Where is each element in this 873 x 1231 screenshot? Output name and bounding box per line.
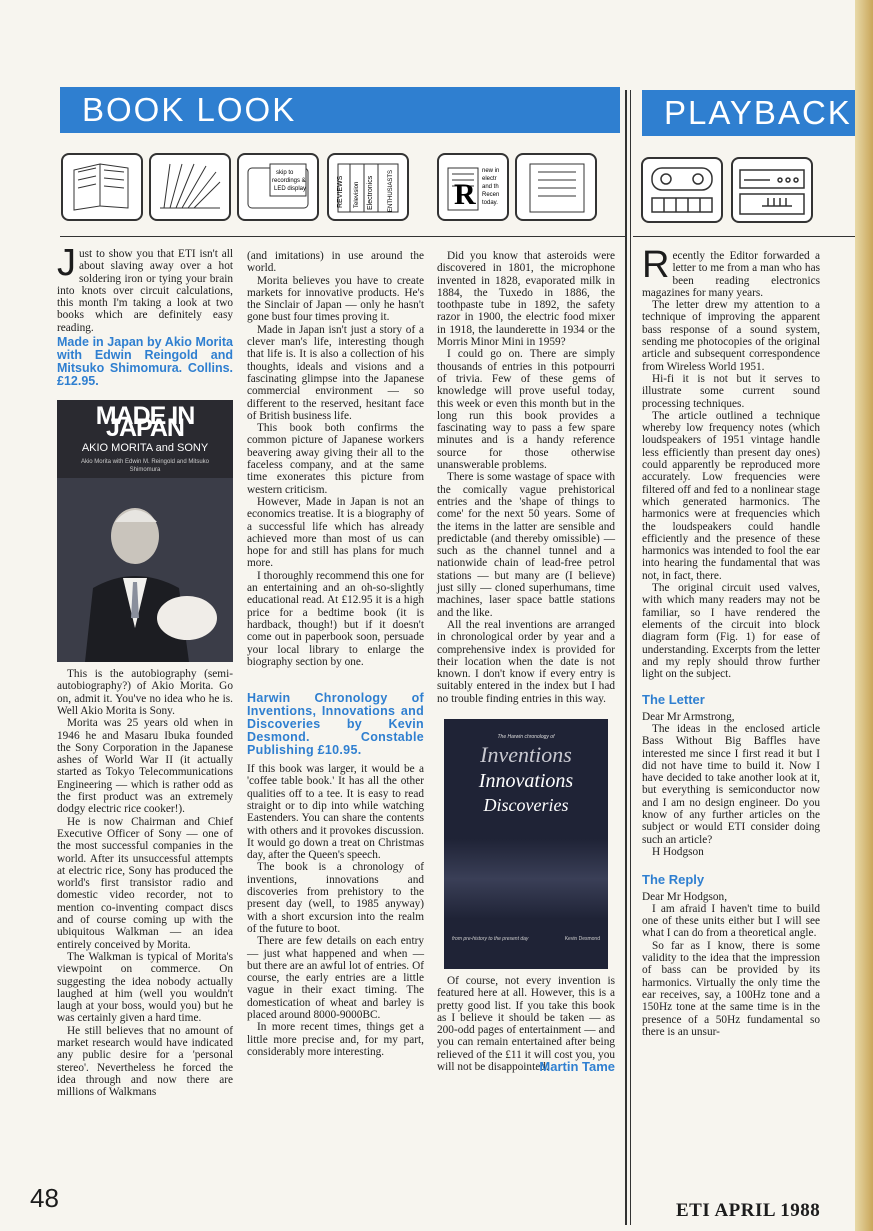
paragraph: The book is a chronology of inventions, innovations and discoveries from prehistory to the present day (well, to 1985 anyway) with a short excursion into the realm of the future to boot. — [247, 861, 424, 935]
paragraph: The letter drew my attention to a technique of improving the apparent bass response of a sound system, sending me photocopies of the original article and subsequent correspondence from Wireless World 1951. — [642, 299, 820, 373]
paragraph: He still believes that no amount of market research would have indicated any public desire for a 'personal stereo'. Nevertheless he forced the idea through and now there are millions of Walkmans — [57, 1024, 233, 1099]
svg-text:recordings &: recordings & — [272, 178, 306, 184]
playback-icon-strip — [640, 150, 855, 228]
cover-portrait — [57, 478, 233, 662]
svg-text:and th: and th — [482, 184, 499, 190]
cover-title: MADE IN JAPAN — [95, 402, 195, 443]
paragraph: If this book was larger, it would be a 'coffee table book.' It has all the other qualities off to a tee. It is easy to read straight or to dip into while watching Eastenders. You can share the contents with others and it provokes discussion. It would go down a treat on Christmas day, after the Queen's speech. — [247, 763, 424, 862]
reply-paragraph: I am afraid I haven't time to build one of these units either but I will see what I can do from a theoretical angle. — [642, 902, 820, 940]
column-1 — [57, 242, 233, 1099]
paragraph: (and imitations) in use around the world. — [247, 250, 424, 275]
svg-text:Television: Television — [354, 181, 360, 208]
letter-sign: H Hodgson — [652, 845, 704, 858]
paragraph: However, Made in Japan is not an economics treatise. It is a biography of a successful life which has already achieved more than most of us can hope for and still has plans for much more. — [247, 495, 424, 570]
icon-strip — [60, 150, 625, 228]
svg-text:ENTHUSIASTS: ENTHUSIASTS — [388, 169, 394, 212]
svg-text:LED display: LED display — [274, 186, 307, 192]
letter-body: The ideas in the enclosed article Bass Without Big Baffles have interested me since I first read it but I did not have time to build it. Now I have decided to take another look at it, but everything is semiconductor now and I am no design engineer. Do you know of any further articles on the subject or would ETI consider doing such an article? — [642, 722, 820, 846]
cover-credit: Akio Morita with Edwin M. Reingold and Mitsuko Shimomura — [80, 459, 210, 474]
paragraph: There are few details on each entry — just what happened and when — but there are an awful lot of entries. Of course, the early entries are a little vague in their exact timing. The domestication of wheat and barley is placed around 8000-9000BC. — [247, 935, 424, 1022]
paragraph: All the real inventions are arranged in chronological order by year and a comprehensive index is provided for their location when the date is not known. I don't know if every entry is suitably entered in the index but I had no trouble finding entries in this way. — [437, 618, 615, 705]
cover-footer-left: from pre-history to the present day — [452, 935, 529, 942]
playback-icons — [640, 150, 855, 228]
reply-paragraph: So far as I know, there is some validity to the idea that the impression of bass can be provided by its harmonics. Virtually the only time the ear receives, say, a 100Hz tone and a 150Hz tone at the same time is in the presence of a 50Hz fundamental so there is an unsur- — [642, 939, 820, 1038]
header-rule — [633, 236, 855, 237]
book2-heading: Harwin Chronology of Inventions, Innovations and Discoveries by Kevin Desmond. Constable Publishing £10.95. — [247, 691, 424, 758]
drop-cap: R — [642, 244, 670, 286]
cover-title-3: Discoveries — [483, 794, 569, 815]
paragraph: In more recent times, things get a little more precise and, for my part, considerably more interesting. — [247, 1021, 424, 1058]
column-divider — [625, 90, 627, 1225]
cover-title-1: Inventions — [480, 741, 572, 767]
letter-heading: The Letter — [642, 692, 705, 708]
svg-text:R: R — [454, 178, 476, 211]
book-cover-made-in-japan — [57, 400, 233, 662]
paragraph: This book both confirms the common picture of Japanese workers beavering away giving their all to the faceless company, and at the same time exonerates this picture from western criticism. — [247, 422, 424, 496]
paragraph: I thoroughly recommend this one for an entertaining and an oh-so-slightly educational read. At £12.95 it is a high price for a bedtime book (it is hardback, though!) but if it doesn't come out in paperbook soon, persuade your local library to enlarge the biography section by one. — [247, 569, 424, 668]
intro-paragraph: Recently the Editor forwarded a letter to me from a man who has been reading electronics magazines for many years. — [642, 244, 820, 299]
paragraph: He is now Chairman and Chief Executive Officer of Sony — one of the most successful companies in the world. After its unsuccessful attempts at electric rice, Sony has produced the world's first transistor radio and domestic video recorder, not to mention co-inventing compact discs and of course coming up with the ubiquitous Walkman — an idea entirely conceived by Morita. — [57, 815, 233, 951]
section-banner-playback — [642, 90, 862, 136]
cover-art — [444, 839, 608, 919]
paragraph: The Walkman is typical of Morita's viewpoint on commerce. On suggesting the idea nobody actually laughed at him (well you wouldn't laugh at your boss, would you) but he was certainly given a hard time. — [57, 950, 233, 1025]
paragraph: Hi-fi it is not but it serves to illustrate some current sound processing techniques. — [642, 372, 820, 410]
book-look-icons — [60, 150, 625, 228]
book-cover-chronology — [444, 719, 608, 969]
issue-label: ETI APRIL 1988 — [676, 1200, 821, 1221]
column-divider — [630, 90, 631, 1225]
reply-heading: The Reply — [642, 872, 705, 888]
drop-cap: J — [57, 242, 76, 284]
paragraph: Did you know that asteroids were discovered in 1801, the microphone invented in 1828, evaporated milk in 1884, the Tuxedo in 1886, the toothpaste tube in 1892, the safety razor in 1900, the electric food mixer in 1918, the launderette in 1934 or the Morris Minor Mini in 1959? — [437, 250, 615, 349]
intro-paragraph: Just to show you that ETI isn't all about slaving away over a hot soldering iron or tying your brain into knots over circuit calculations, this month I'm taking a look at two books which are definitely easy reading. — [57, 242, 233, 334]
paragraph: The article outlined a technique whereby low frequency notes (which loudspeakers of 1951 vintage handle less efficiently than present day ones) could apparently be reproduced more accurately. Low frequencies were filtered off and fed to a nonlinear stage which generated harmonics. The harmonics were at frequencies which the loudspeakers could handle efficiently and the presence of these harmonics was intended to fool the ear into hearing the fundamental that was not, in fact, there. — [642, 409, 820, 582]
book1-heading: Made in Japan by Akio Morita with Edwin Reingold and Mitsuko Shimomura. Collins. £12.95. — [57, 335, 233, 389]
column-4 — [642, 244, 820, 1038]
svg-text:Recen: Recen — [482, 192, 500, 198]
section-banner-book-look — [60, 87, 620, 133]
reply-salutation: Dear Mr Hodgson, — [642, 890, 728, 903]
header-rule — [60, 236, 625, 237]
column-3 — [437, 250, 615, 1074]
section-title: PLAYBACK — [664, 94, 852, 131]
paragraph: Morita was 25 years old when in 1946 he and Masaru Ibuka founded the Sony Corporation in the Japanese ashes of World War II (it actually started as Tokyo Telecommunications Engineering — which is rather odd as the first product was an extremely dodgy electric rice cooker!). — [57, 717, 233, 816]
paragraph: Of course, not every invention is featured here at all. However, this is a pretty good list. If you take this book as I believe it should be taken — as 200-odd pages of entertainment — and you can remain entertained after being relieved of the £11 it will cost you, you will not be disappointed. — [437, 974, 615, 1074]
paragraph: There is some wastage of space with the comically vague prehistorical entries and the 'shape of things to come' for the next 50 years. Some of the items in the latter are sensible and predictable (and thereby omissible) — such as the channel tunnel and a nationwide chain of lead-free petrol stations — but many are (I believe) just silly — cloned superhumans, time machines, laser space battle stations and the like. — [437, 471, 615, 619]
svg-text:electr: electr — [482, 176, 497, 182]
icon-badge-text: skip to — [276, 170, 294, 176]
paragraph: Made in Japan isn't just a story of a clever man's life, interesting though that life is. It is also a collection of his thoughts, ideals and visions and a fascinating glimpse into the Japanese commercial environment — so different to the reserved, hesitant face of British business life. — [247, 323, 424, 422]
page-number: 48 — [30, 1183, 59, 1213]
paragraph: This is the autobiography (semi-autobiography?) of Akio Morita. Go on, admit it. You've no idea who he is. Well Akio Morita is Sony. — [57, 668, 233, 717]
paragraph: Morita believes you have to create markets for innovative products. He's the Sinclair of Japan — only he hasn't gone bust four times proving it. — [247, 274, 424, 324]
section-title: BOOK LOOK — [82, 91, 297, 128]
paragraph: I could go on. There are simply thousands of entries in this potpourri of trivia. Few of these gems of knowledge will prove useful today, this week or even this month but in the long run this book provides a fascinating way to pass a few spare minutes and is a handy reference source for those otherwise unanswerable problems. — [437, 348, 615, 472]
page-edge — [855, 0, 873, 1231]
svg-text:today.: today. — [482, 200, 498, 206]
column-2 — [247, 250, 424, 1058]
paragraph: The original circuit used valves, with which many readers may not be familiar, so I have rendered the elements of the circuit into block diagram form (Fig. 1) for ease of understanding. Excerpts from the letter and my reply should throw further light on the subject. — [642, 582, 820, 681]
letter-salutation: Dear Mr Armstrong, — [642, 710, 735, 723]
author-signature: Martin Tame — [539, 1059, 615, 1075]
cover-title-2: Innovations — [478, 769, 574, 792]
cover-small: The Harwin chronology of — [497, 733, 555, 740]
cover-footer-right: Kevin Desmond — [564, 935, 600, 942]
svg-text:new in: new in — [482, 168, 500, 174]
cover-subtitle: AKIO MORITA and SONY — [81, 442, 209, 455]
svg-text:REVIEWS: REVIEWS — [337, 175, 344, 208]
svg-text:Electronics: Electronics — [367, 175, 374, 210]
